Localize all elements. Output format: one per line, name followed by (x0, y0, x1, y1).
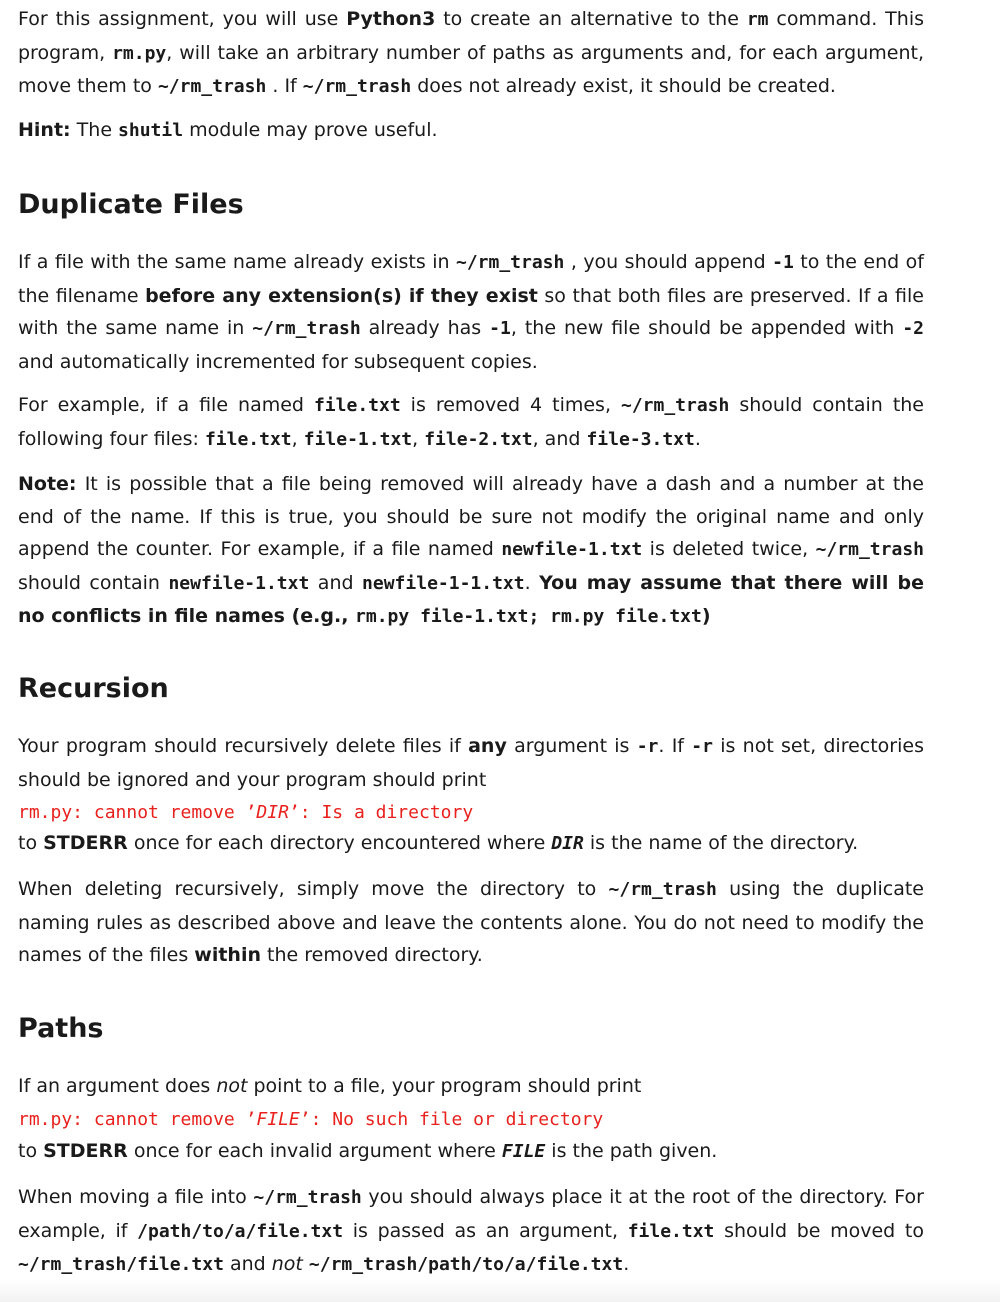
rm-trash-path: ~/rm_trash (157, 76, 267, 97)
rm-command: rm (746, 9, 769, 30)
r-flag: -r (636, 736, 659, 757)
file-error-message: rm.py: cannot remove ’FILE’: No such file or directory (18, 1109, 604, 1130)
filename-file-3: file-3.txt (586, 428, 695, 450)
page-bottom-shade (0, 1280, 1000, 1302)
file-placeholder: FILE (256, 1109, 300, 1130)
dir-placeholder: DIR (256, 802, 289, 823)
rm-trash-path: ~/rm_trash (620, 395, 730, 416)
no-conflicts-emphasis: You may assume that there will be no conflicts in file names (e.g., (18, 571, 924, 627)
filename-file-txt: file.txt (627, 1220, 715, 1242)
path-to-file: /path/to/a/file.txt (137, 1220, 344, 1242)
trash-file-path: ~/rm_trash/file.txt (18, 1254, 224, 1275)
paths-stderr-line: to STDERR once for each invalid argument where FILE is the path given. (18, 1140, 718, 1162)
filename-newfile-1: newfile-1.txt (501, 539, 643, 560)
recursion-paragraph-3: When deleting recursively, simply move the directory to ~/rm_trash using the duplicate naming rules as described above and leave the contents alone. You do not need to modify the names of the files within the removed directory. (18, 878, 924, 966)
recursion-stderr-line: to STDERR once for each directory encountered where DIR is the name of the directory. (18, 832, 859, 854)
section-heading-recursion: Recursion (18, 673, 169, 704)
filename-newfile-1-1: newfile-1-1.txt (362, 572, 525, 594)
dir-placeholder: DIR (551, 833, 584, 854)
rm-trash-path: ~/rm_trash (252, 318, 361, 339)
filename-file-txt: file.txt (313, 395, 401, 416)
filename-file-txt: file.txt (204, 428, 292, 450)
section-heading-paths: Paths (18, 1013, 104, 1044)
within-emphasis: within (194, 944, 261, 966)
rm-py-filename: rm.py (112, 42, 167, 64)
example-command: rm.py file-1.txt; rm.py file.txt (355, 606, 702, 627)
rm-trash-path: ~/rm_trash (302, 76, 412, 97)
rm-trash-path: ~/rm_trash (455, 252, 565, 273)
stderr-keyword: STDERR (43, 832, 128, 854)
python3-keyword: Python3 (346, 8, 436, 30)
paths-paragraph-1: If an argument does not point to a file, your program should print (18, 1075, 642, 1097)
paths-paragraph-3: When moving a file into ~/rm_trash you should always place it at the root of the directory. For example, if /path/to/a/file.txt is passed as an argument, file.txt should be moved to ~/rm_trash/file.txt and not ~/rm_trash/path/to/a/file.txt. (18, 1186, 924, 1275)
note-paragraph: Note: It is possible that a file being removed will already have a dash and a number at the end of the name. If this is true, you should be sure not modify the original name and only append the counter. For example, if a file named newfile-1.txt is deleted twice, ~/rm_trash should contain newfile-1.txt and newfile-1-1.txt. You may assume that there will be no conflicts in file names (e.g., rm.py file-1.txt; rm.py file.txt) (18, 473, 924, 627)
trash-nested-path: ~/rm_trash/path/to/a/file.txt (308, 1254, 624, 1275)
suffix-minus-2: -2 (902, 318, 925, 339)
file-placeholder: FILE (501, 1141, 546, 1162)
filename-newfile-1: newfile-1.txt (168, 572, 310, 594)
duplicate-paragraph-1: If a file with the same name already exists in ~/rm_trash , you should append -1 to the end of the filename before any extension(s) if they exist so that both files are preserved. If a file with the same name in ~/rm_trash already has -1, the new file should be appended with -2 and automatically incremented for subsequent copies. (18, 251, 925, 373)
rm-trash-path: ~/rm_trash (608, 879, 717, 900)
recursion-paragraph-1: Your program should recursively delete files if any argument is -r. If -r is not set, directories should be ignored and your program should print (18, 735, 924, 791)
filename-file-2: file-2.txt (424, 428, 533, 450)
filename-file-1: file-1.txt (303, 428, 413, 450)
rm-trash-path: ~/rm_trash (815, 539, 924, 560)
stderr-keyword: STDERR (43, 1140, 128, 1162)
any-emphasis: any (468, 735, 507, 757)
hint-paragraph: Hint: The shutil module may prove useful. (18, 119, 438, 141)
rm-trash-path: ~/rm_trash (253, 1187, 362, 1208)
suffix-minus-1: -1 (772, 252, 794, 273)
duplicate-paragraph-2: For example, if a file named file.txt is removed 4 times, ~/rm_trash should contain the following four files: file.txt, file-1.txt, file-2.txt, and file-3.txt. (18, 394, 924, 450)
directory-error-message: rm.py: cannot remove ’DIR’: Is a directory (18, 802, 474, 823)
note-label: Note: (18, 473, 77, 495)
before-extension-emphasis: before any extension(s) if they exist (145, 284, 538, 307)
suffix-minus-1: -1 (489, 318, 511, 339)
hint-label: Hint: (18, 119, 71, 141)
intro-paragraph: For this assignment, you will use Python3 to create an alternative to the rm command. This program, rm.py, will take an arbitrary number of paths as arguments and, for each argument, move them to ~/rm_trash . If ~/rm_trash does not already exist, it should be created. (18, 8, 924, 97)
shutil-module: shutil (118, 120, 184, 141)
not-emphasis: not (271, 1253, 303, 1275)
section-heading-duplicate-files: Duplicate Files (18, 189, 244, 220)
not-emphasis: not (216, 1075, 248, 1097)
r-flag: -r (691, 736, 713, 757)
